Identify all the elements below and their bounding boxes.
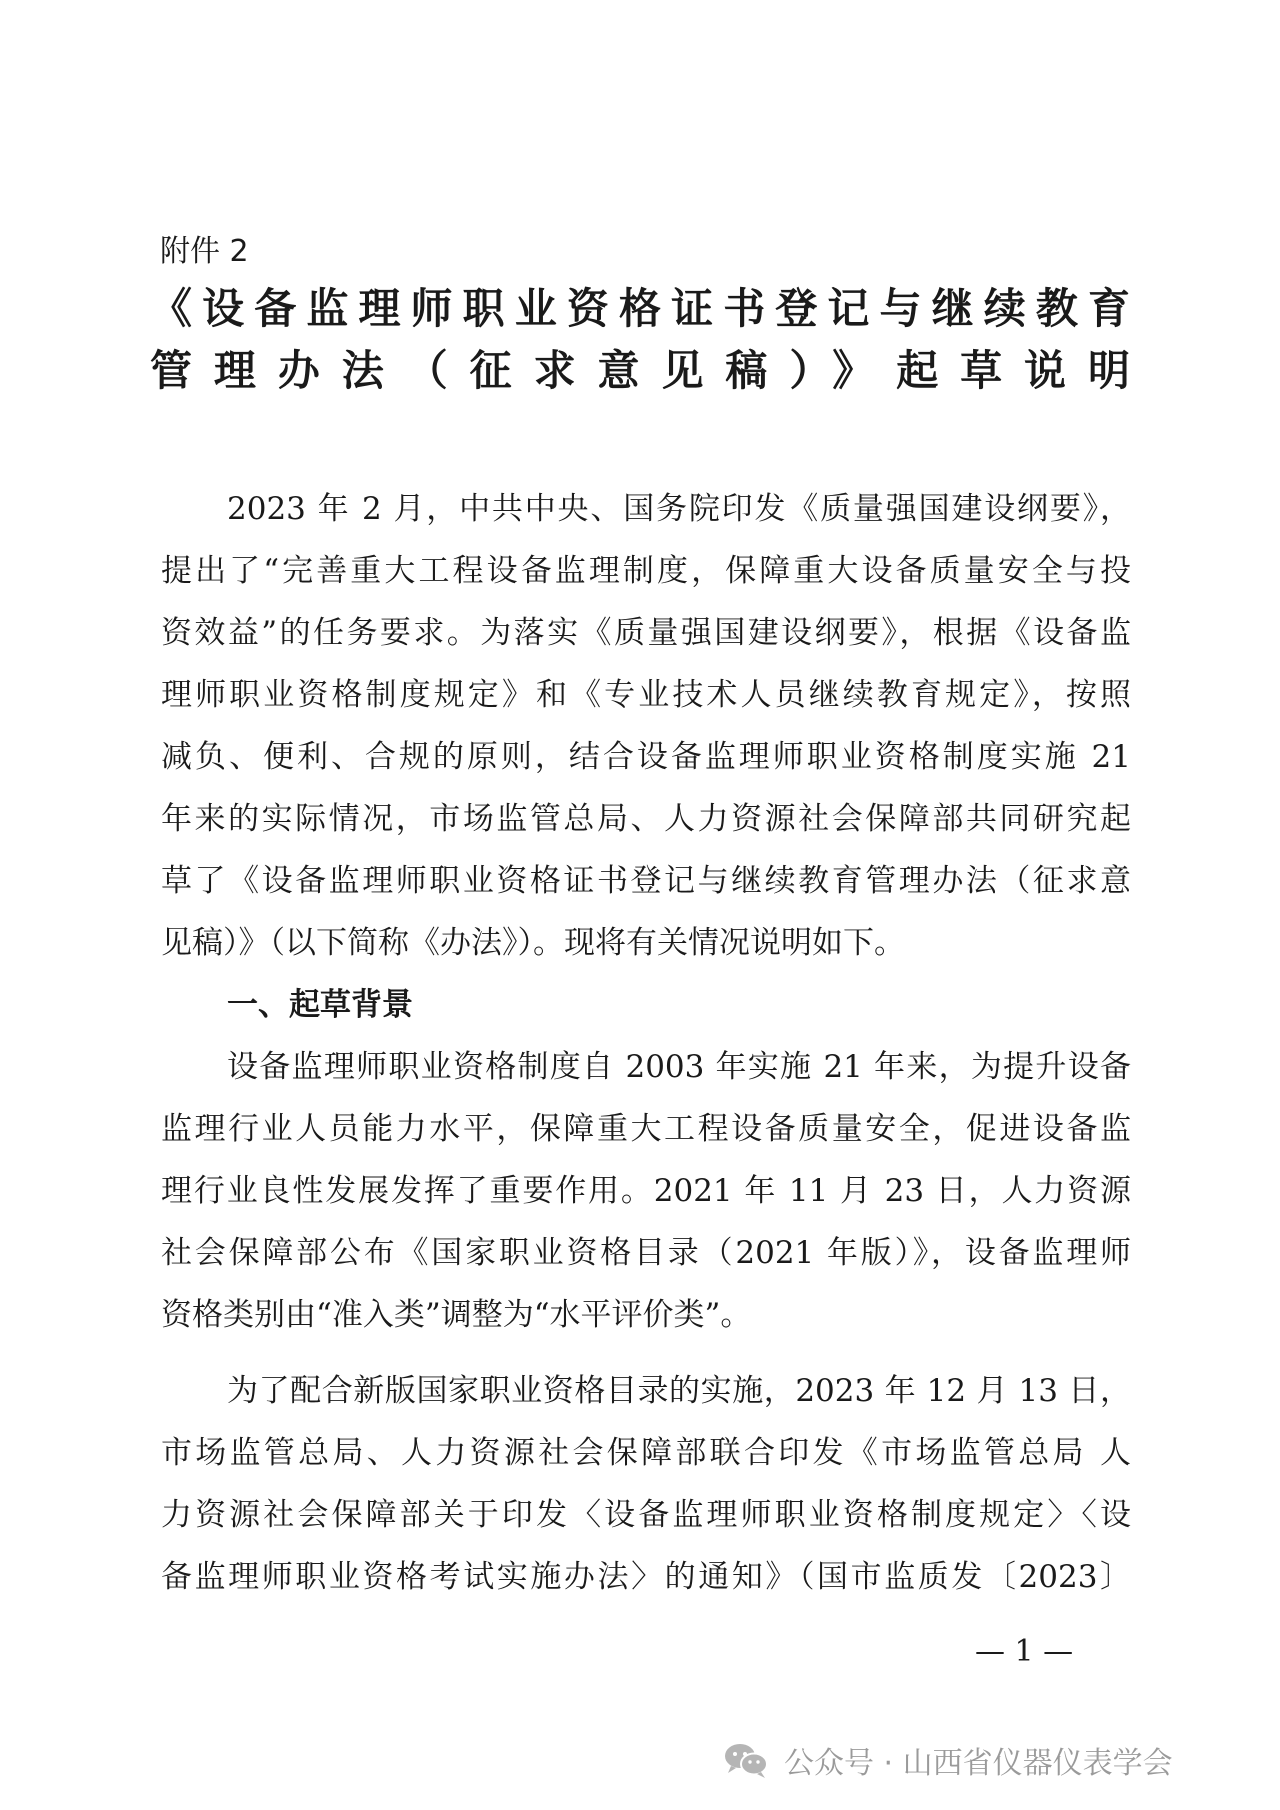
text-line: 减负、便利、合规的原则，结合设备监理师职业资格制度实施 21 (161, 739, 1131, 775)
wechat-icon (722, 1740, 770, 1780)
text-line: 2023 年 2 月，中共中央、国务院印发《质量强国建设纲要》， (227, 491, 1131, 527)
text-line: 资效益”的任务要求。为落实《质量强国建设纲要》，根据《设备监 (161, 615, 1131, 651)
text-line: 力资源社会保障部关于印发〈设备监理师职业资格制度规定〉〈设 (161, 1497, 1131, 1533)
title-line-1: 《设备监理师职业资格证书登记与继续教育 (150, 284, 1130, 333)
text-line: 资格类别由“准入类”调整为“水平评价类”。 (161, 1297, 752, 1333)
paragraph-gap (161, 1346, 1131, 1360)
text-line: 为了配合新版国家职业资格目录的实施，2023 年 12 月 13 日， (227, 1373, 1131, 1409)
attachment-label: 附件 2 (160, 234, 249, 269)
section-heading-background: 一、起草背景 (227, 987, 413, 1023)
paragraph-implementation (161, 1360, 1131, 1608)
watermark-text: 公众号 · 山西省仪器仪表学会 (784, 1746, 1173, 1781)
text-line: 市场监管总局、人力资源社会保障部联合印发《市场监管总局 人 (161, 1435, 1131, 1471)
page-number: — 1 — (975, 1634, 1074, 1669)
text-line: 设备监理师职业资格制度自 2003 年实施 21 年来，为提升设备 (227, 1049, 1131, 1085)
text-line: 理行业良性发展发挥了重要作用。2021 年 11 月 23 日，人力资源 (161, 1173, 1131, 1209)
document-body (161, 478, 1131, 1608)
text-line: 草了《设备监理师职业资格证书登记与继续教育管理办法（征求意 (161, 863, 1131, 899)
text-line: 监理行业人员能力水平，保障重大工程设备质量安全，促进设备监 (161, 1111, 1131, 1147)
title-line-2: 管理办法（征求意见稿）》起草说明 (150, 346, 1130, 395)
paragraph-intro (161, 478, 1131, 974)
watermark (722, 1736, 1173, 1784)
text-line: 备监理师职业资格考试实施办法〉的通知》（国市监质发〔2023〕 (161, 1559, 1131, 1595)
document-title (150, 278, 1130, 402)
text-line: 理师职业资格制度规定》和《专业技术人员继续教育规定》，按照 (161, 677, 1131, 713)
text-line: 见稿）》（以下简称《办法》）。现将有关情况说明如下。 (161, 925, 905, 961)
paragraph-background (161, 1036, 1131, 1346)
text-line: 年来的实际情况，市场监管总局、人力资源社会保障部共同研究起 (161, 801, 1131, 837)
text-line: 社会保障部公布《国家职业资格目录（2021 年版）》，设备监理师 (161, 1235, 1131, 1271)
text-line: 提出了“完善重大工程设备监理制度，保障重大设备质量安全与投 (161, 553, 1131, 589)
